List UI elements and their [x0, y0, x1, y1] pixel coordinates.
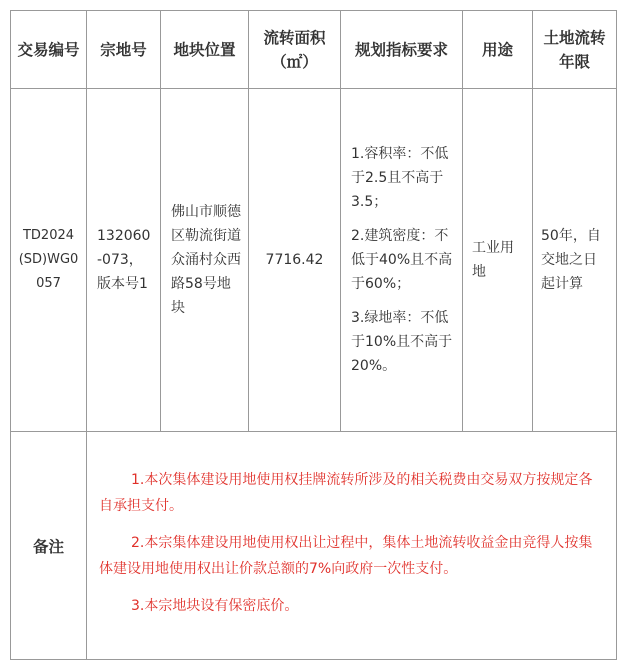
indicators-cell [341, 89, 463, 432]
note-item: 2.本宗集体建设用地使用权出让过程中，集体土地流转收益金由竞得人按集体建设用地使用权出让价款总额的7%向政府一次性支付。 [99, 535, 593, 577]
indicator-building-density: 2.建筑密度：不低于40%且不高于60%； [351, 228, 453, 292]
header-location: 地块位置 [161, 11, 249, 89]
indicator-floor-area-ratio: 1.容积率：不低于2.5且不高于3.5； [351, 146, 449, 210]
notes-label: 备注 [11, 432, 87, 660]
header-trade-no: 交易编号 [11, 11, 87, 89]
use-cell: 工业用地 [463, 89, 533, 432]
indicator-green-ratio: 3.绿地率：不低于10%且不高于20%。 [351, 310, 453, 374]
header-term: 土地流转年限 [533, 11, 617, 89]
header-parcel-no: 宗地号 [87, 11, 161, 89]
header-area: 流转面积（㎡） [249, 11, 341, 89]
table-row [11, 89, 617, 432]
term-cell: 50年，自交地之日起计算 [533, 89, 617, 432]
header-row [11, 11, 617, 89]
parcel-no-cell: 132060-073，版本号1 [87, 89, 161, 432]
header-indicators: 规划指标要求 [341, 11, 463, 89]
location-cell: 佛山市顺德区勒流街道众涌村众西路58号地块 [161, 89, 249, 432]
notes-cell [87, 432, 617, 660]
trade-no-cell: TD2024(SD)WG0057 [11, 89, 87, 432]
note-item: 3.本宗地块设有保密底价。 [131, 598, 299, 614]
note-item: 1.本次集体建设用地使用权挂牌流转所涉及的相关税费由交易双方按规定各自承担支付。 [99, 472, 593, 514]
header-use: 用途 [463, 11, 533, 89]
land-transfer-table [10, 10, 617, 660]
notes-row [11, 432, 617, 660]
area-cell: 7716.42 [249, 89, 341, 432]
